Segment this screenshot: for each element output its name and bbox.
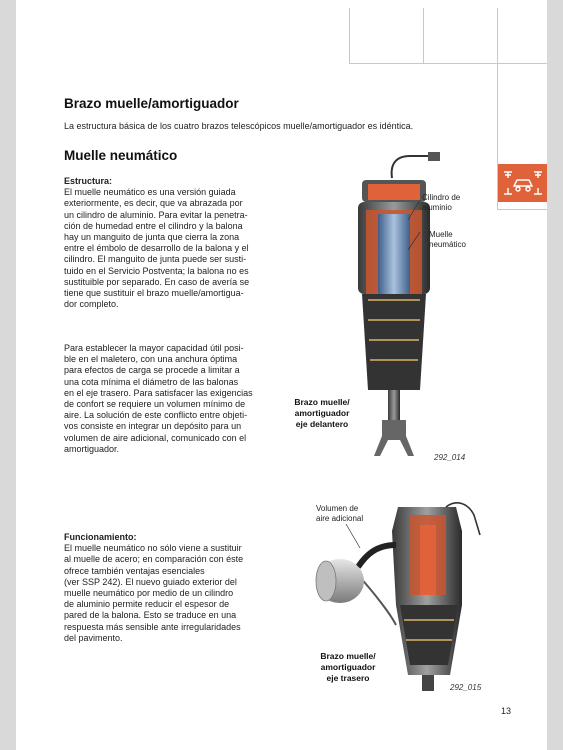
caption-rear-line: Brazo muelle/ (320, 651, 376, 661)
maletero-line: de confort se requiere un volumen mínimo de (64, 399, 246, 410)
funcionamiento-line: pared de la balona. Esto se traduce en una (64, 610, 237, 621)
maletero-line: una cota mínima el diámetro de las balonas (64, 376, 239, 387)
funcionamiento-line: de aluminio permite reducir el espesor de (64, 599, 230, 610)
estructura-heading: Estructura: (64, 176, 113, 186)
maletero-line: amortiguador. (64, 443, 120, 454)
maletero-line: Para establecer la mayor capacidad útil posi- (64, 343, 244, 353)
grid-vline-1 (349, 8, 350, 64)
estructura-line: un cilindro de aluminio. Para evitar la penetra- (64, 209, 248, 220)
grid-vline-2 (423, 8, 424, 64)
funcionamiento-line: (ver SSP 242). El nuevo guiado exterior del (64, 576, 237, 587)
estructura-line: hay un manguito de junta que cierra la zona (64, 232, 240, 243)
label-muelle-line: Muelle (429, 230, 453, 239)
caption-front-line: Brazo muelle/ (294, 397, 350, 407)
grid-hline-1 (349, 63, 547, 64)
funcionamiento-line: respuesta más sensible ante irregularidades (64, 621, 241, 632)
maletero-line: ble en el maletero, con una anchura óptima (64, 354, 238, 365)
document-page (16, 0, 547, 750)
caption-rear-line: eje trasero (326, 673, 370, 683)
funcionamiento-heading: Funcionamiento: (64, 532, 137, 542)
estructura-line: tuido en el Servicio Postventa; la balona no es (64, 265, 249, 276)
label-volumen-line: Volumen de (316, 504, 359, 513)
estructura-line: exteriormente, es decir, que va abrazada por (64, 198, 243, 209)
maletero-line: aire. La solución de este conflicto entre objeti- (64, 410, 248, 421)
label-volumen (316, 504, 363, 524)
estructura-line: sustituible por separado. En caso de avería se (64, 276, 250, 287)
maletero-paragraph (64, 343, 294, 455)
estructura-line: ción de humedad entre el cilindro y la balona (64, 220, 243, 231)
caption-front-line: amortiguador (294, 408, 350, 418)
leader-line-fig2 (346, 522, 386, 562)
caption-rear (308, 651, 388, 684)
label-volumen-line: aire adicional (316, 514, 364, 523)
maletero-line: volumen de aire adicional, comunicado con el (64, 432, 247, 443)
funcionamiento-line: muelle neumático por medio de un cilindro (64, 588, 234, 599)
maletero-line: en el eje trasero. Para satisfacer las exigencias (64, 387, 253, 398)
estructura-line: dor completo. (64, 299, 119, 310)
estructura-paragraph (64, 176, 294, 310)
estructura-line: tiene que sustituir el brazo muelle/amortigua- (64, 288, 244, 299)
caption-front (282, 397, 362, 430)
label-cilindro-line: aluminio (422, 203, 452, 212)
page-title: Brazo muelle/amortiguador (64, 96, 239, 111)
funcionamiento-paragraph (64, 532, 294, 644)
page-number: 13 (500, 706, 511, 716)
funcionamiento-line: del pavimento. (64, 632, 123, 643)
caption-front-line: eje delantero (295, 419, 349, 429)
maletero-line: para efectos de carga se procede a limitar a (64, 365, 240, 376)
label-muelle-line: neumático (429, 240, 466, 249)
label-muelle (429, 230, 466, 250)
funcionamiento-line: El muelle neumático no sólo viene a sustituir (64, 543, 242, 554)
label-cilindro-line: Cilindro de (422, 193, 461, 202)
funcionamiento-line: ofrece también ventajas esenciales (64, 565, 205, 576)
intro-text: La estructura básica de los cuatro brazos telescópicos muelle/amortiguador es idéntica. (64, 121, 414, 131)
funcionamiento-line: al muelle de acero; en comparación con éste (64, 554, 244, 565)
figure-code-2: 292_015 (450, 683, 482, 692)
section-title: Muelle neumático (64, 148, 178, 163)
estructura-line: El muelle neumático es una versión guiada (64, 187, 236, 198)
estructura-line: cilindro. El manguito de junta puede ser susti- (64, 254, 247, 265)
label-cilindro (422, 193, 460, 213)
estructura-line: entre el émbolo de desarrollo de la balona y el (64, 243, 249, 254)
figure-code-1: 292_014 (434, 453, 466, 462)
maletero-line: vos consiste en integrar un depósito para un (64, 421, 242, 432)
caption-rear-line: amortiguador (320, 662, 376, 672)
